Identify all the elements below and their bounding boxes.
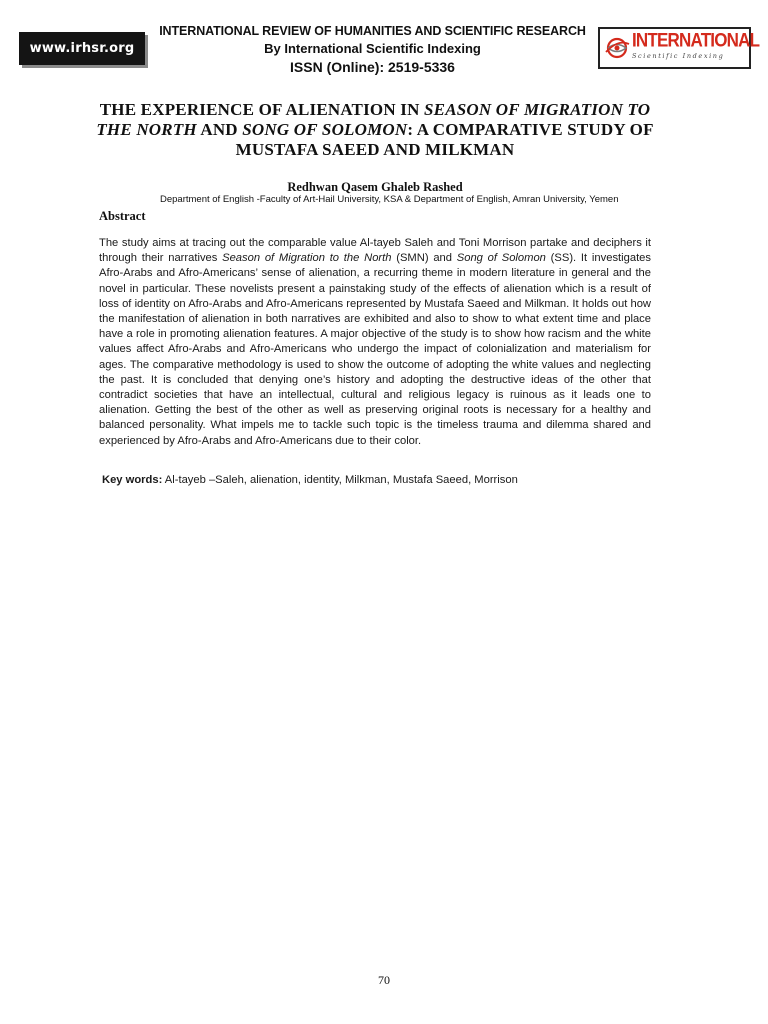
paper-title [90,100,660,160]
journal-header [150,22,595,76]
abstract-heading: Abstract [99,209,146,223]
keywords-line [102,474,654,486]
publisher-line: By International Scientific Indexing [264,41,481,56]
page-number: 70 [378,973,390,987]
title-italic-part: SONG OF SOLOMON [242,120,408,139]
title-italic-part: SEASON OF MIGRATION TO THE NORTH [96,100,651,139]
site-url-badge [19,32,145,65]
abstract-text: The study aims at tracing out the comparable value Al-tayeb Saleh and Toni Morrison partake and deciphers it through their narratives [99,237,651,265]
logo-sub-text: Scientific Indexing [632,51,725,60]
logo-main-text: INTERNATIONAL [632,29,760,51]
abstract-body [99,236,651,449]
issn-line: ISSN (Online): 2519-5336 [290,59,455,75]
abstract-text: (SMN) and [391,252,457,265]
globe-swoosh-icon [604,35,630,61]
site-url-text: www.irhsr.org [29,41,135,56]
title-part: AND [196,120,243,139]
keywords-list: Al-tayeb –Saleh, alienation, identity, Milkman, Mustafa Saeed, Morrison [162,474,518,486]
abstract-italic-text: Season of Migration to the North [222,252,392,265]
author-name: Redhwan Qasem Ghaleb Rashed [287,180,463,194]
title-part: THE EXPERIENCE OF ALIENATION IN [99,100,424,119]
keywords-label: Key words: [102,474,163,486]
abstract-italic-text: Song of Solomon [456,252,546,265]
publisher-logo [598,27,760,69]
journal-name: INTERNATIONAL REVIEW OF HUMANITIES AND SCIENTIFIC RESEARCH [159,24,586,38]
title-part: : A COMPARATIVE STUDY OF MUSTAFA SAEED AND MILKMAN [235,120,654,159]
author-affiliation: Department of English -Faculty of Art-Hail University, KSA & Department of English, Amran University, Yemen [160,194,619,205]
abstract-text: (SS). It investigates Afro-Arabs and Afro-Americans’ sense of alienation, a recurring theme in modern literature in general and the novel in particular. These novelists present a painstaking study of the effects of alienation which is a result of loss of identity on Afro-Arabs and Afro-Americans represented by Mustafa Saeed and Milkman. It holds out how the manifestation of alienation in both narratives are exhibited and also to show to what extent time and place have a role in promoting alienation features. A major objective of the study is to show how racism and the white values affect Afro-Arabs and Afro-Americans who undergo the impact of colonialization and materialism for ages. The comparative methodology is used to show the outcome of adopting the white values and neglecting the past. It is concluded that denying one’s history and adopting the destructive ideas of the other that contradict societies that have an intellectual, cultural and religious legacy is ruinous as it leads one to alienation. Getting the best of the other as well as preserving original roots is necessary for a healthy and balanced personality. What impels me to tackle such topic is the timeless trauma and dilemma shared and experienced by Afro-Arabs and Afro-Americans due to their color. [99,252,651,447]
